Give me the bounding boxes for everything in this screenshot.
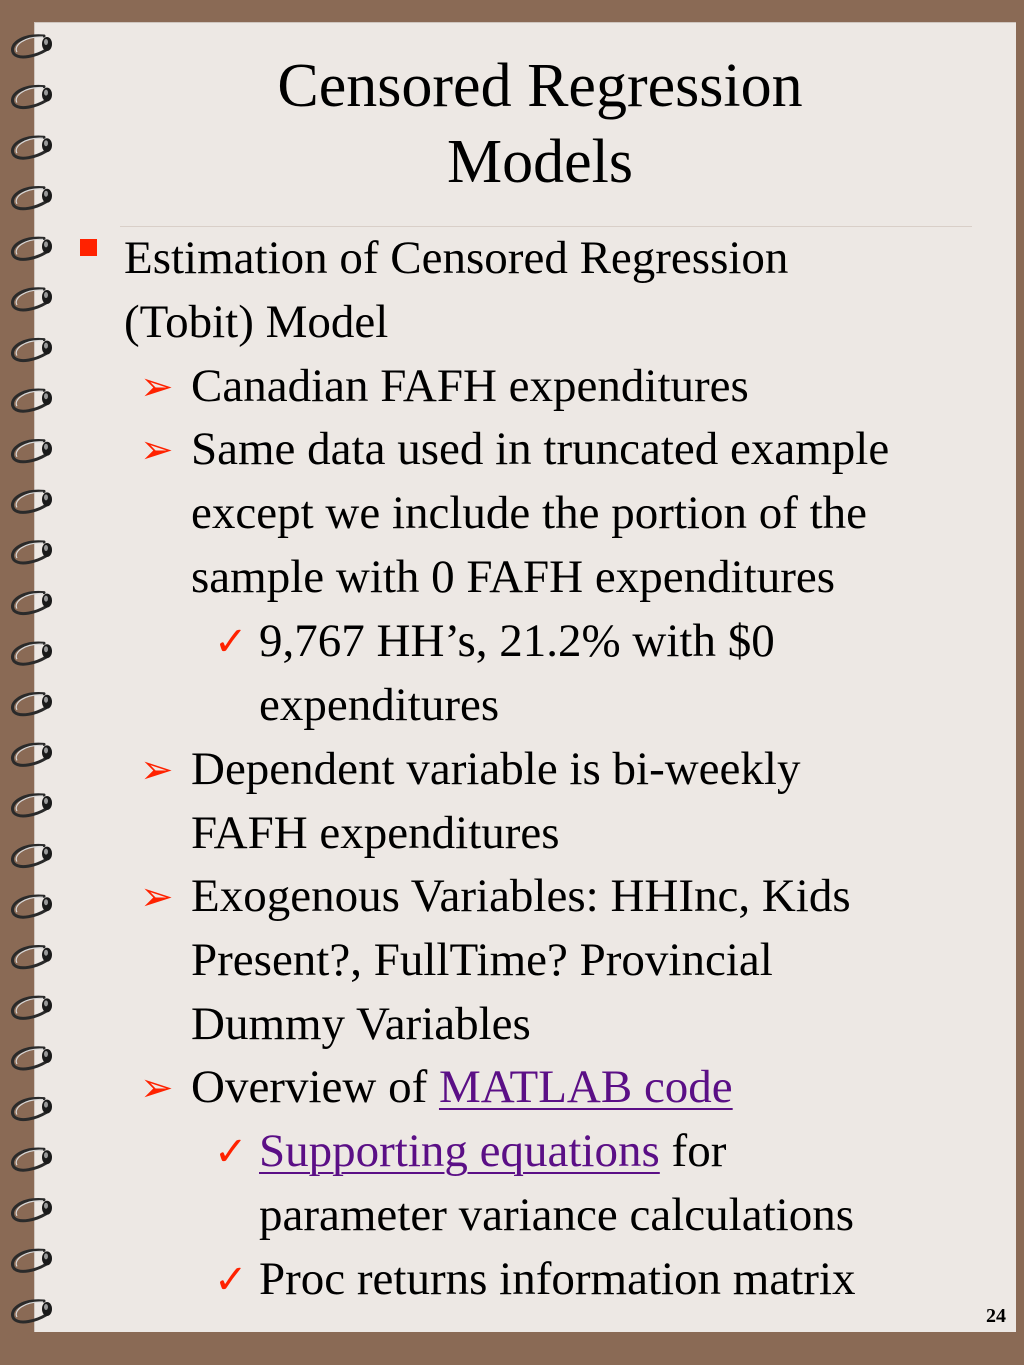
bullet-estimation: Estimation of Censored Regression (Tobit) Model — [124, 232, 789, 348]
supporting-equations-link[interactable]: Supporting equations — [259, 1125, 660, 1177]
arrow-bullet-icon: ➢ — [140, 747, 174, 792]
bullet-canadian: Canadian FAFH expenditures — [191, 360, 749, 412]
checkmark-bullet-icon: ✓ — [214, 619, 248, 664]
bullet-households: 9,767 HH’s, 21.2% with $0 expenditures — [259, 615, 775, 731]
checkmark-bullet-icon: ✓ — [214, 1257, 248, 1302]
bullet-exogenous-variables: Exogenous Variables: HHInc, Kids Present?, FullTime? Provincial Dummy Variables — [191, 870, 851, 1050]
bullet-dependent-variable: Dependent variable is bi-weekly FAFH expenditures — [191, 743, 801, 859]
slide-title — [160, 48, 920, 200]
bullet-overview: Overview of MATLAB code — [191, 1061, 733, 1113]
title-line-2: Models — [447, 128, 633, 196]
bullet-same-data: Same data used in truncated example except we include the portion of the sample with 0 FAFH expenditures — [191, 423, 890, 603]
arrow-bullet-icon: ➢ — [140, 1065, 174, 1110]
arrow-bullet-icon: ➢ — [140, 364, 174, 409]
square-bullet-icon — [80, 239, 97, 256]
checkmark-bullet-icon: ✓ — [214, 1129, 248, 1174]
page-number: 24 — [986, 1305, 1006, 1327]
title-line-1: Censored Regression — [277, 52, 803, 120]
matlab-code-link[interactable]: MATLAB code — [438, 1061, 733, 1113]
bullet-information-matrix: Proc returns information matrix — [259, 1253, 856, 1305]
arrow-bullet-icon: ➢ — [140, 427, 174, 472]
bullet-supporting-equations: Supporting equations for parameter variance calculations — [259, 1125, 854, 1241]
arrow-bullet-icon: ➢ — [140, 874, 174, 919]
